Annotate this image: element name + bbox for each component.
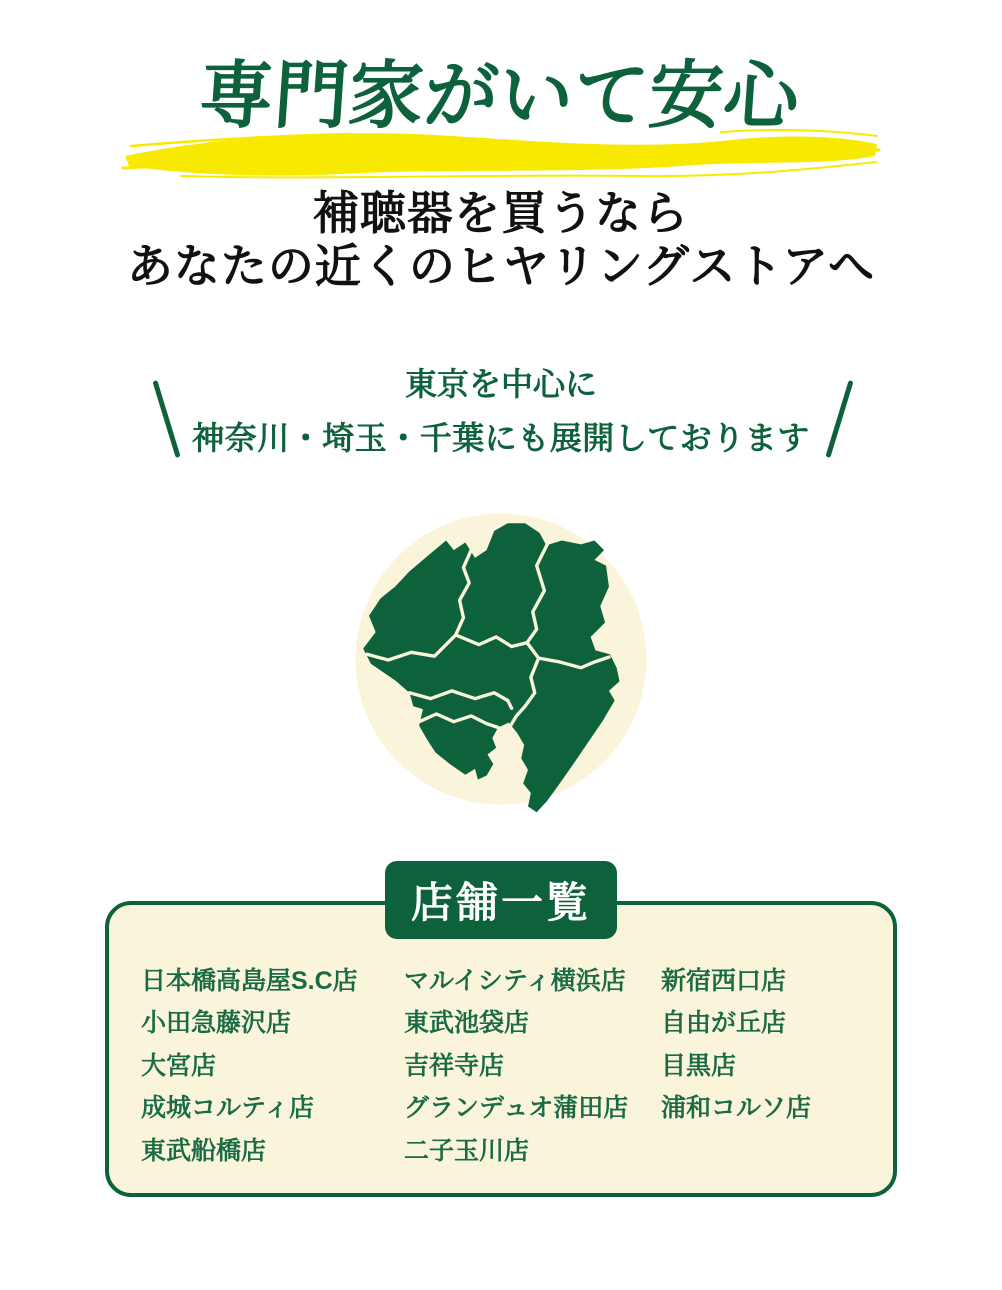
hero-section [0,0,1002,294]
hero-subtitle-line1: 補聴器を買うなら [313,186,689,239]
stores-list-box [105,901,897,1197]
store-item: 新宿西口店 [661,966,787,995]
store-item: 吉祥寺店 [404,1051,505,1080]
area-note-line2: 神奈川・埼玉・千葉にも展開しております [192,419,810,456]
hero-subtitle-line2: あなたの近くのヒヤリングストアへ [126,240,876,293]
store-item: 東武船橋店 [141,1136,267,1165]
store-item: グランデュオ蒲田店 [404,1094,629,1123]
stores-section [105,878,897,1197]
store-item: 小田急藤沢店 [141,1009,292,1038]
store-item: 二子玉川店 [404,1136,530,1165]
stores-column-2 [404,960,661,1173]
area-note-section [0,364,1002,458]
area-note-line1: 東京を中心に [404,365,597,402]
store-item: 成城コルティ店 [141,1094,315,1123]
hero-subtitle [0,187,1002,294]
stores-title-badge: 店舗一覧 [385,861,617,939]
store-item: 大宮店 [141,1051,217,1080]
store-item: 日本橋高島屋S.C店 [141,966,358,995]
stores-column-1 [141,960,404,1173]
stores-grid [109,905,893,1173]
kanto-map-icon [0,502,1002,820]
page-title: 専門家がいて安心 [196,54,803,137]
stores-column-3 [661,960,881,1173]
store-item: 浦和コルソ店 [661,1094,812,1123]
store-item: 東武池袋店 [404,1009,530,1038]
store-item: 自由が丘店 [661,1009,787,1038]
store-item: 目黒店 [661,1051,737,1080]
store-item: マルイシティ横浜店 [404,966,626,995]
